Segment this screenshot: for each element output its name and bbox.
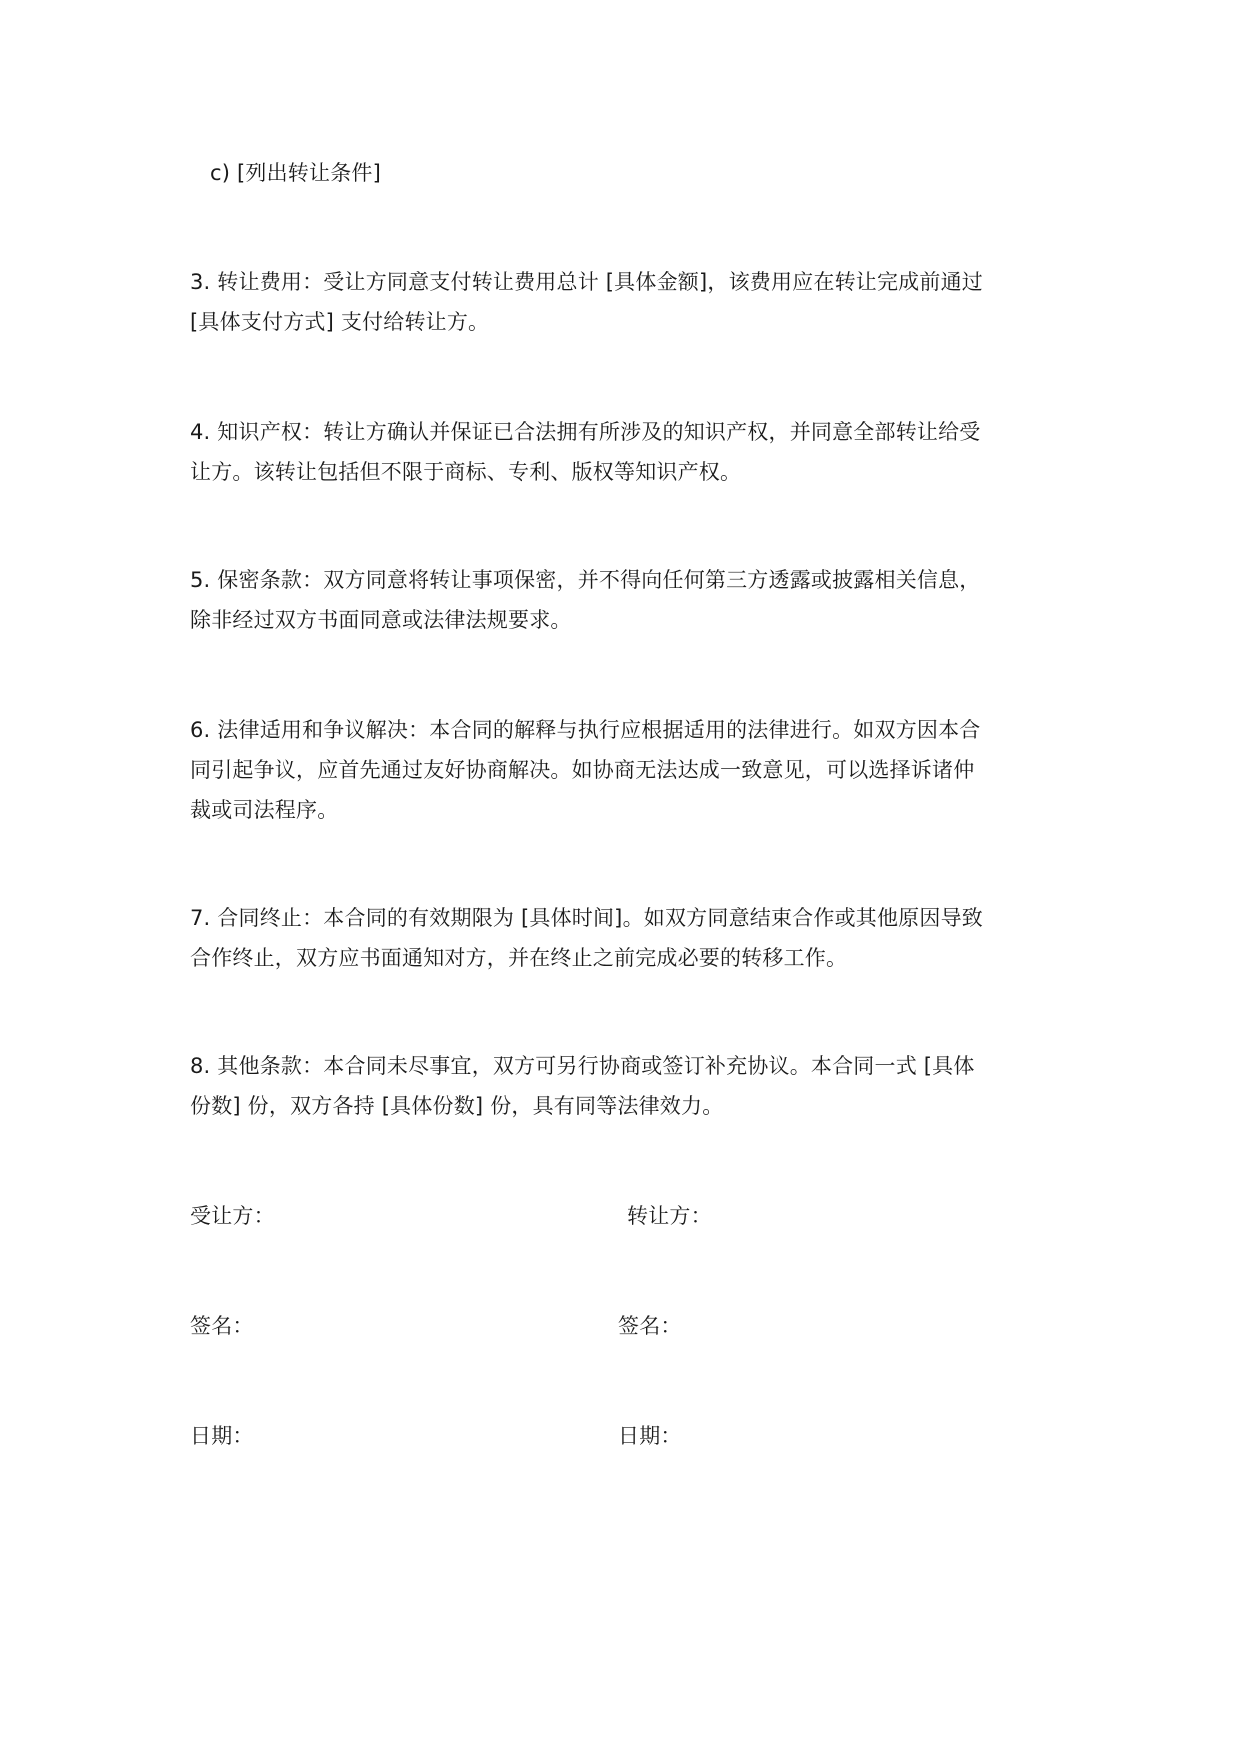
clause-8-line-2: 份数] 份，双方各持 [具体份数] 份，具有同等法律效力。 [190, 1094, 724, 1118]
clause-7-line-1: 7. 合同终止：本合同的有效期限为 [具体时间]。如双方同意结束合作或其他原因导致 [190, 906, 983, 930]
signature-label-right: 签名： [618, 1314, 682, 1338]
clause-6-line-3: 裁或司法程序。 [190, 798, 339, 822]
clause-4-line-2: 让方。该转让包括但不限于商标、专利、版权等知识产权。 [190, 460, 742, 484]
clause-5-line-1: 5. 保密条款：双方同意将转让事项保密，并不得向任何第三方透露或披露相关信息， [190, 568, 981, 592]
clause-3-line-1: 3. 转让费用：受让方同意支付转让费用总计 [具体金额]，该费用应在转让完成前通过 [190, 270, 983, 294]
clause-3-line-2: [具体支付方式] 支付给转让方。 [190, 310, 490, 334]
clause-8-line-1: 8. 其他条款：本合同未尽事宜，双方可另行协商或签订补充协议。本合同一式 [具体 [190, 1054, 975, 1078]
clause-6-line-1: 6. 法律适用和争议解决：本合同的解释与执行应根据适用的法律进行。如双方因本合 [190, 718, 981, 742]
date-label-left: 日期： [190, 1424, 254, 1448]
transferor-label: 转让方： [627, 1204, 712, 1228]
clause-7-line-2: 合作终止，双方应书面通知对方，并在终止之前完成必要的转移工作。 [190, 946, 848, 970]
clause-4-line-1: 4. 知识产权：转让方确认并保证已合法拥有所涉及的知识产权，并同意全部转让给受 [190, 420, 981, 444]
item-c: c) [列出转让条件] [210, 161, 381, 185]
signature-label-left: 签名： [190, 1314, 254, 1338]
clause-5-line-2: 除非经过双方书面同意或法律法规要求。 [190, 608, 572, 632]
date-label-right: 日期： [618, 1424, 682, 1448]
clause-6-line-2: 同引起争议，应首先通过友好协商解决。如协商无法达成一致意见，可以选择诉诸仲 [190, 758, 975, 782]
transferee-label: 受让方： [190, 1204, 275, 1228]
